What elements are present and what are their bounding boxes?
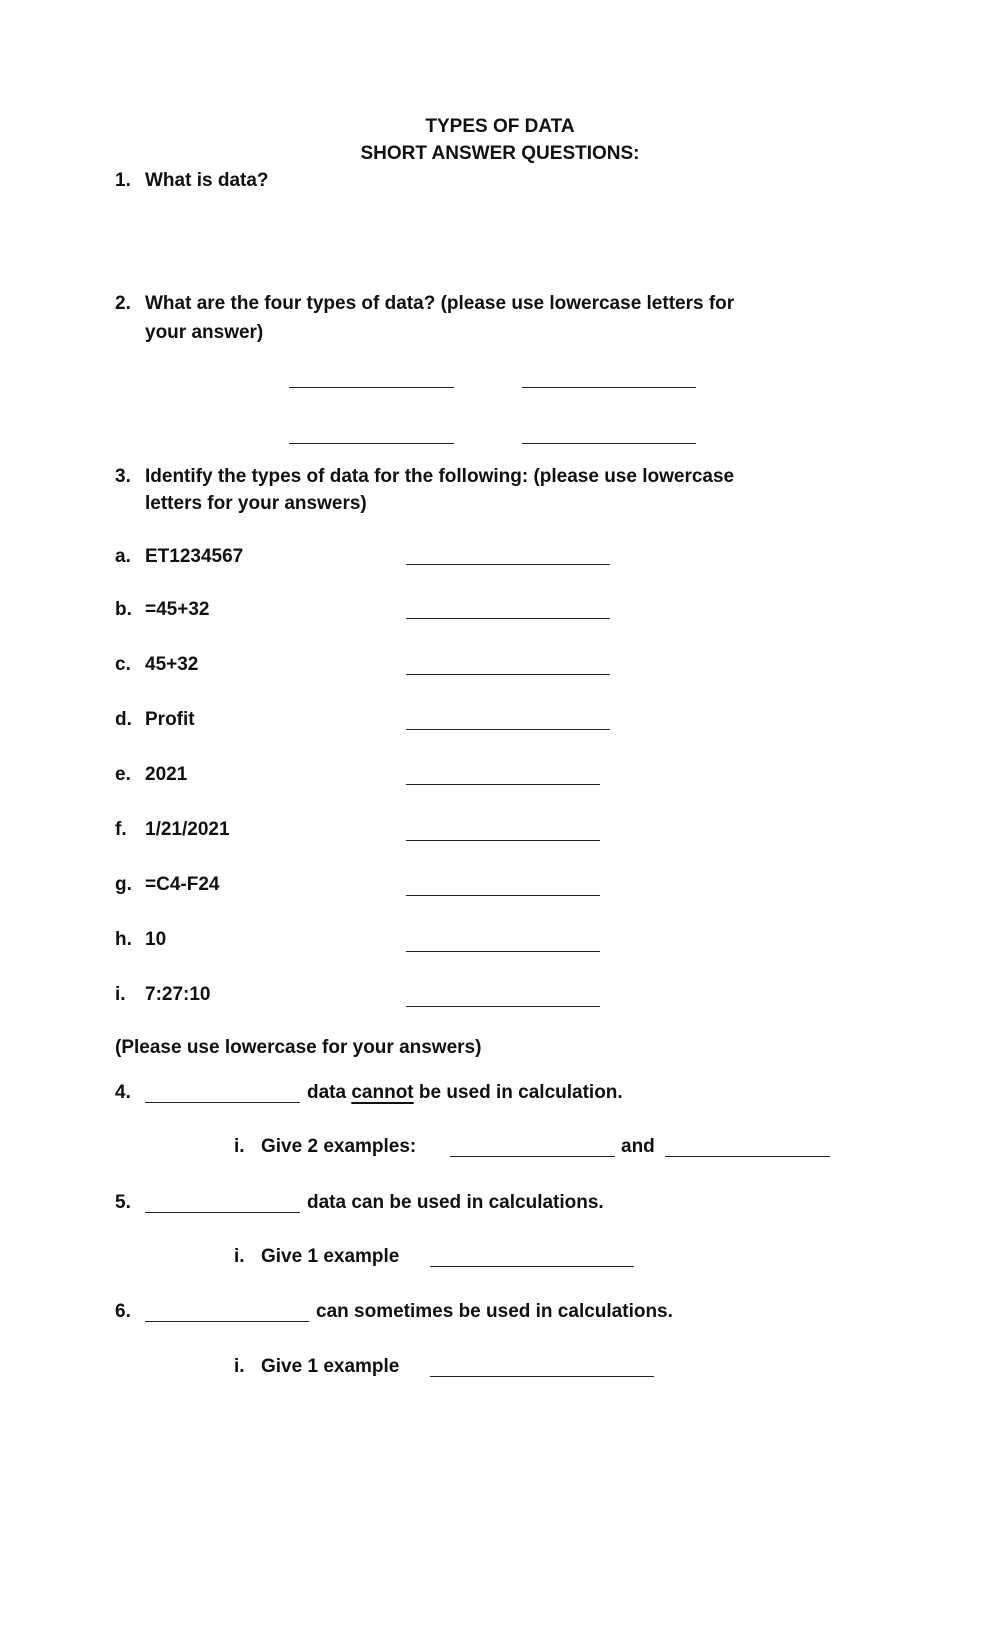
item-label: f. (115, 819, 127, 840)
question-2-number: 2. (115, 293, 131, 314)
answer-blank-q5-example[interactable] (430, 1266, 634, 1267)
item-value: ET1234567 (145, 546, 244, 567)
answer-blank-q6[interactable] (145, 1321, 309, 1322)
question-5-sub-label: i. (234, 1246, 245, 1267)
question-4-text-after: be used in calculation. (418, 1082, 623, 1103)
question-4-sub-joiner: and (621, 1136, 655, 1157)
item-label: c. (115, 654, 131, 675)
item-value: 1/21/2021 (145, 819, 230, 840)
question-3-line-2: letters for your answers) (145, 493, 367, 514)
item-label: h. (115, 929, 132, 950)
item-label: b. (115, 599, 132, 620)
question-3-line-1: Identify the types of data for the following: (please use lowercase (145, 466, 735, 487)
page-title: TYPES OF DATA (425, 116, 575, 137)
item-label: e. (115, 764, 131, 785)
answer-blank-q6-example[interactable] (430, 1376, 654, 1377)
answer-blank-3g[interactable] (406, 895, 600, 896)
item-value: Profit (145, 709, 195, 730)
question-4-sub-text: Give 2 examples: (261, 1136, 417, 1157)
answer-blank-3e[interactable] (406, 784, 600, 785)
answer-blank-3c[interactable] (406, 674, 610, 675)
question-2-line-2: your answer) (145, 322, 264, 343)
lowercase-note: (Please use lowercase for your answers) (115, 1037, 482, 1058)
item-value: =45+32 (145, 599, 210, 620)
question-1-text: What is data? (145, 170, 269, 191)
question-5-text: data can be used in calculations. (307, 1192, 604, 1213)
question-4-text (307, 1083, 623, 1102)
answer-blank-3a[interactable] (406, 564, 610, 565)
question-6-sub-label: i. (234, 1356, 245, 1377)
item-label: g. (115, 874, 132, 895)
question-5-sub-text: Give 1 example (261, 1246, 400, 1267)
question-5-number: 5. (115, 1192, 131, 1213)
page-subtitle: SHORT ANSWER QUESTIONS: (360, 143, 640, 164)
item-value: 7:27:10 (145, 984, 211, 1005)
answer-blank-q4-example-2[interactable] (665, 1156, 830, 1157)
answer-blank-q2-3[interactable] (289, 443, 454, 444)
answer-blank-3h[interactable] (406, 951, 600, 952)
question-6-number: 6. (115, 1301, 131, 1322)
answer-blank-q4-example-1[interactable] (450, 1156, 615, 1157)
answer-blank-q2-4[interactable] (522, 443, 696, 444)
question-6-text: can sometimes be used in calculations. (316, 1301, 673, 1322)
item-label: i. (115, 984, 126, 1005)
question-6-sub-text: Give 1 example (261, 1356, 400, 1377)
question-1-number: 1. (115, 170, 131, 191)
question-4-sub-label: i. (234, 1136, 245, 1157)
item-value: 2021 (145, 764, 188, 785)
answer-blank-q5[interactable] (145, 1212, 300, 1213)
question-3-number: 3. (115, 466, 131, 487)
answer-blank-3f[interactable] (406, 840, 600, 841)
item-value: 10 (145, 929, 167, 950)
answer-blank-q2-1[interactable] (289, 387, 454, 388)
answer-blank-q4[interactable] (145, 1102, 300, 1103)
question-4-text-before: data (307, 1082, 347, 1103)
question-4-number: 4. (115, 1082, 131, 1103)
item-value: =C4-F24 (145, 874, 220, 895)
answer-blank-q2-2[interactable] (522, 387, 696, 388)
item-label: a. (115, 546, 131, 567)
answer-blank-3b[interactable] (406, 618, 610, 619)
question-4-emphasis: cannot (351, 1082, 414, 1103)
item-label: d. (115, 709, 132, 730)
answer-blank-3d[interactable] (406, 729, 610, 730)
answer-blank-3i[interactable] (406, 1006, 600, 1007)
item-value: 45+32 (145, 654, 199, 675)
question-2-line-1: What are the four types of data? (please use lowercase letters for (145, 293, 735, 314)
